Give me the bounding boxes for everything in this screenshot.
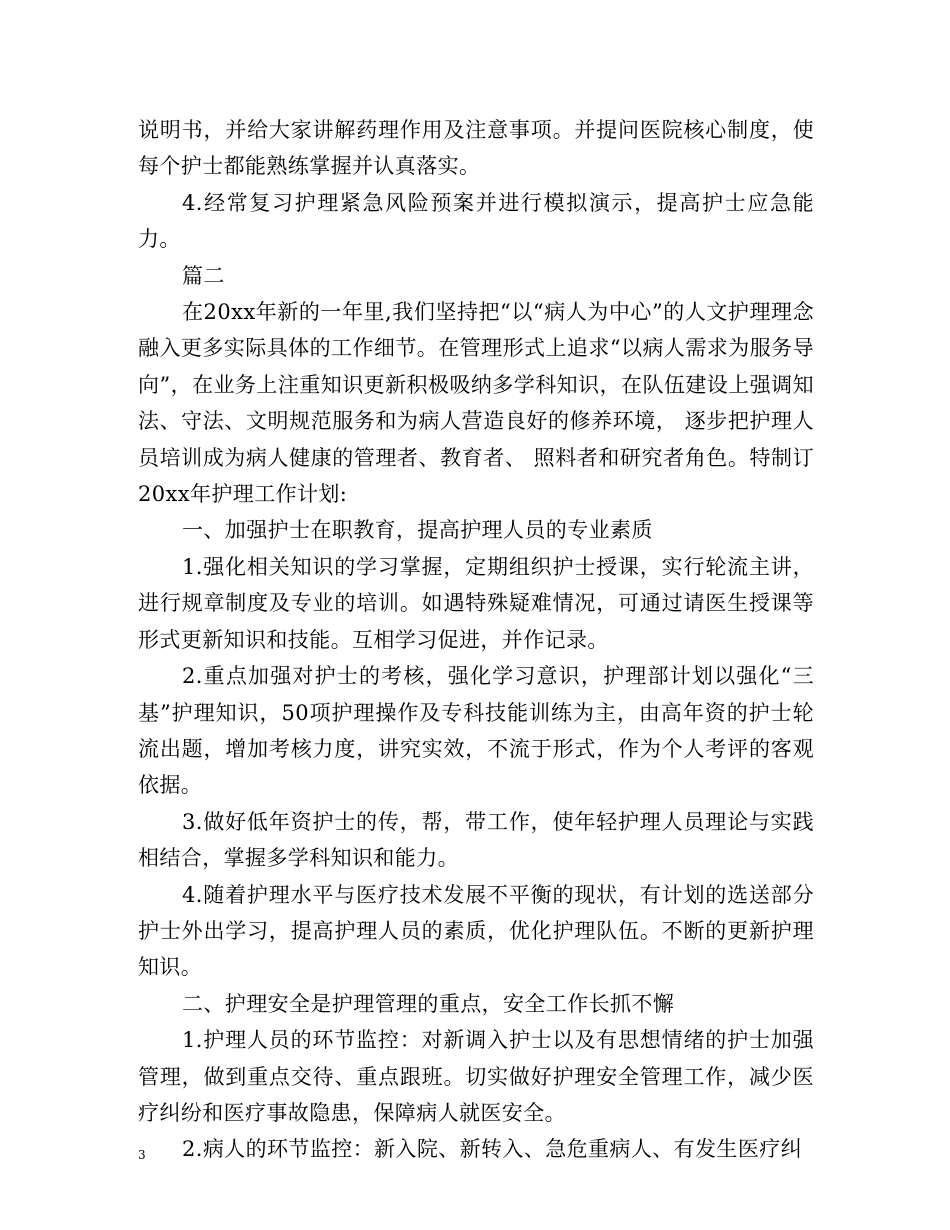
paragraph-2: 4.经常复习护理紧急风险预案并进行模拟演示，提高护士应急能力。 [138, 190, 814, 252]
paragraph-item-2-2: 2.病人的环节监控：新入院、新转入、急危重病人、有发生医疗纠 [182, 1137, 803, 1162]
paragraph-item-1-4: 4.随着护理水平与医疗技术发展不平衡的现状，有计划的选送部分护士外出学习，提高护理人员的素质，优化护理队伍。不断的更新护理知识。 [138, 882, 814, 980]
section-heading-one: 一、加强护士在职教育，提高护理人员的专业素质 [182, 518, 653, 543]
document-body [138, 112, 814, 1168]
page-number: 3 [138, 1148, 146, 1162]
section-heading-two: 二、护理安全是护理管理的重点，安全工作长抓不懈 [182, 991, 675, 1016]
paragraph-1: 说明书，并给大家讲解药理作用及注意事项。并提问医院核心制度，使每个护士都能熟练掌握并认真落实。 [138, 118, 814, 179]
paragraph-intro: 在20xx年新的一年里,我们坚持把“以“病人为中心”的人文护理理念融入更多实际具体的工作细节。在管理形式上追求“以病人需求为服务导向”，在业务上注重知识更新积极吸纳多学科知识，在队伍建设上强调知法、守法、文明规范服务和为病人营造良好的修养环境， 逐步把护理人员培训成为病人健康的管理者、教育者、 照料者和研究者角色。特制订20xx年护理工作计划: [138, 300, 814, 507]
paragraph-item-1-2: 2.重点加强对护士的考核，强化学习意识，护理部计划以强化“三基”护理知识，50项护理操作及专科技能训练为主，由高年资的护士轮流出题，增加考核力度，讲究实效，不流于形式，作为个人考评的客观依据。 [138, 664, 814, 798]
paragraph-item-1-3: 3.做好低年资护士的传，帮，带工作，使年轻护理人员理论与实践相结合，掌握多学科知识和能力。 [138, 809, 814, 871]
section-heading-part-two: 篇二 [182, 263, 225, 288]
paragraph-item-2-1: 1.护理人员的环节监控：对新调入护士以及有思想情绪的护士加强管理，做到重点交待、重点跟班。切实做好护理安全管理工作，减少医疗纠纷和医疗事故隐患，保障病人就医安全。 [138, 1028, 814, 1125]
paragraph-item-1-1: 1.强化相关知识的学习掌握，定期组织护士授课，实行轮流主讲，进行规章制度及专业的培训。如遇特殊疑难情况，可通过请医生授课等形式更新知识和技能。互相学习促进，并作记录。 [138, 554, 814, 652]
